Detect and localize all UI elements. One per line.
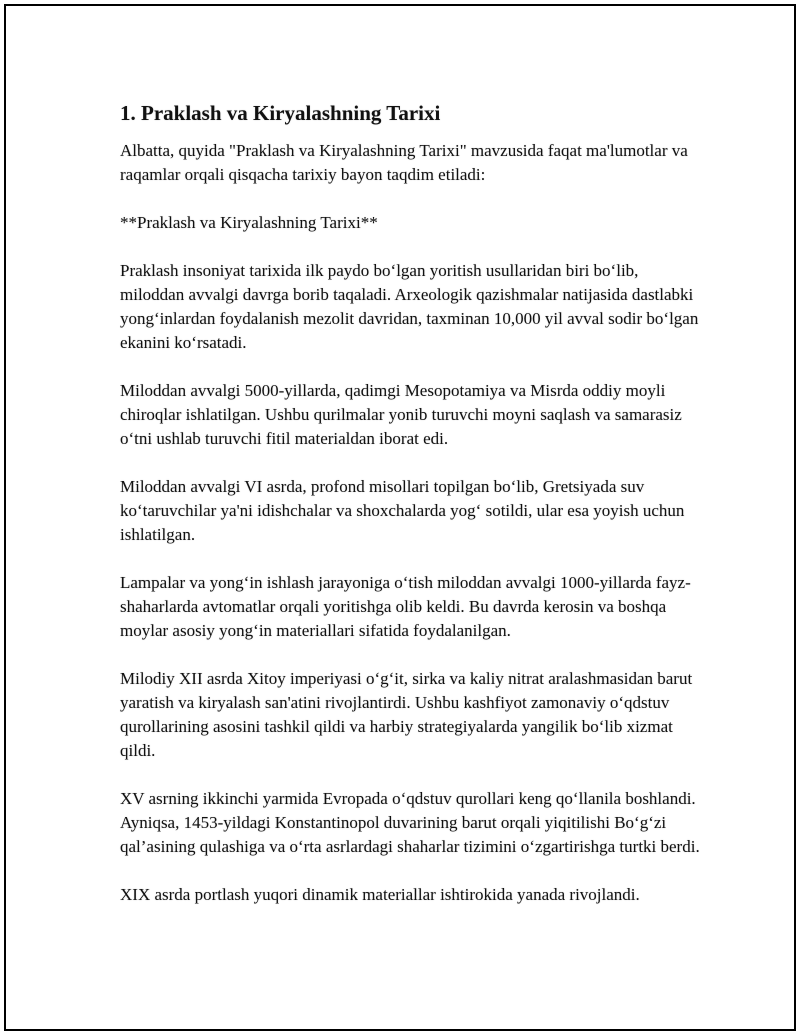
page-frame — [4, 4, 796, 1031]
document-body — [120, 99, 700, 931]
document-title: 1. Praklash va Kiryalashning Tarixi — [120, 101, 441, 125]
body-paragraph: XIX asrda portlash yuqori dinamik materiallar ishtirokida yanada rivojlandi. — [120, 885, 640, 904]
body-paragraph: Milodiy XII asrda Xitoy imperiyasi o‘g‘it, sirka va kaliy nitrat aralashmasidan barut yaratish va kiryalash san'atini rivojlantirdi. Ushbu kashfiyot zamonaviy o‘qdstuv qurollarining asosini tashkil qildi va harbiy strategiyalarda yangilik bo‘lib xizmat qildi. — [120, 669, 693, 760]
intro-paragraph: Albatta, quyida "Praklash va Kiryalashning Tarixi" mavzusida faqat ma'lumotlar va raqamlar orqali qisqacha tarixiy bayon taqdim etiladi: — [120, 141, 688, 184]
section-heading-paragraph: **Praklash va Kiryalashning Tarixi** — [120, 213, 378, 232]
body-paragraph: Lampalar va yong‘in ishlash jarayoniga o‘tish miloddan avvalgi 1000-yillarda fayz-shaharlarda avtomatlar orqali yoritishga olib keldi. Bu davrda kerosin va boshqa moylar asosiy yong‘in materiallari sifatida foydalanilgan. — [120, 573, 691, 640]
body-paragraph: Miloddan avvalgi 5000-yillarda, qadimgi Mesopotamiya va Misrda oddiy moyli chiroqlar ishlatilgan. Ushbu qurilmalar yonib turuvchi moyni saqlash va samarasiz o‘tni ushlab turuvchi fitil materialdan iborat edi. — [120, 381, 682, 448]
body-paragraph: Miloddan avvalgi VI asrda, profond misollari topilgan bo‘lib, Gretsiyada suv ko‘taruvchilar ya'ni idishchalar va shoxchalarda yog‘ sotildi, ular esa yoyish uchun ishlatilgan. — [120, 477, 685, 544]
body-paragraph: XV asrning ikkinchi yarmida Evropada o‘qdstuv qurollari keng qo‘llanila boshlandi. Ayniqsa, 1453-yildagi Konstantinopol duvarining barut orqali yiqitilishi Bo‘g‘zi qal’asining qulashiga va o‘rta asrlardagi shaharlar tizimini o‘zgartirishga turtki berdi. — [120, 789, 700, 856]
body-paragraph: Praklash insoniyat tarixida ilk paydo bo‘lgan yoritish usullaridan biri bo‘lib, miloddan avvalgi davrga borib taqaladi. Arxeologik qazishmalar natijasida dastlabki yong‘inlardan foydalanish mezolit davridan, taxminan 10,000 yil avval sodir bo‘lgan ekanini ko‘rsatadi. — [120, 261, 699, 352]
